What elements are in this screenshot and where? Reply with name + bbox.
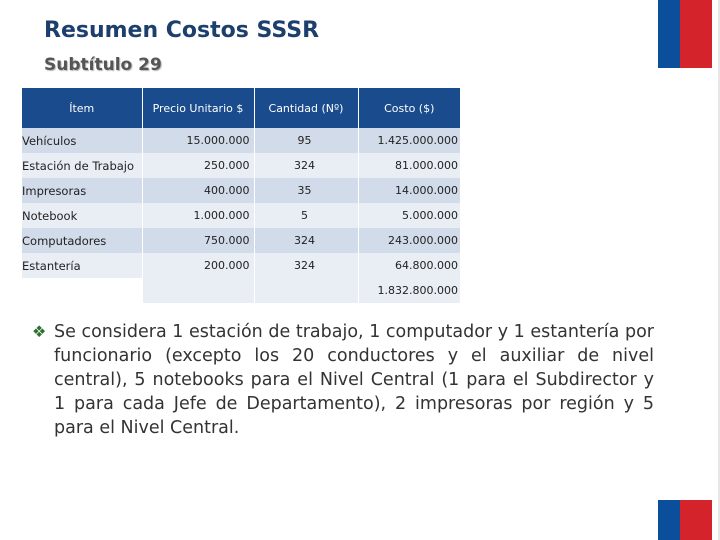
cell-quantity: 324 [254, 253, 358, 278]
cell-unit-price: 250.000 [142, 153, 254, 178]
cell-total-cost: 1.832.800.000 [358, 278, 460, 303]
cell-cost: 81.000.000 [358, 153, 460, 178]
header-unit-price: Precio Unitario $ [142, 88, 254, 128]
cell-item: Estación de Trabajo [22, 153, 142, 178]
flag-red-stripe [680, 500, 712, 540]
table-row [22, 228, 460, 253]
cell-unit-price: 400.000 [142, 178, 254, 203]
table-row [22, 128, 460, 153]
cell-quantity: 95 [254, 128, 358, 153]
cell-total-empty [254, 278, 358, 303]
bullet-paragraph [32, 320, 654, 440]
cell-quantity: 324 [254, 228, 358, 253]
cell-item: Notebook [22, 203, 142, 228]
bullet-text: Se considera 1 estación de trabajo, 1 computador y 1 estantería por funcionario (excepto los 20 conductores y el auxiliar de nivel central), 5 notebooks para el Nivel Central (1 para el Subdirector y 1 para cada Jefe de Departamento), 2 impresoras por región y 5 para el Nivel Central. [54, 322, 654, 438]
table-row [22, 153, 460, 178]
cell-total-empty [22, 278, 142, 303]
header-cost: Costo ($) [358, 88, 460, 128]
cell-cost: 64.800.000 [358, 253, 460, 278]
cell-quantity: 35 [254, 178, 358, 203]
cell-cost: 5.000.000 [358, 203, 460, 228]
flag-red-stripe [680, 0, 712, 68]
cell-quantity: 324 [254, 153, 358, 178]
cell-quantity: 5 [254, 203, 358, 228]
table-row [22, 253, 460, 278]
cell-item: Vehículos [22, 128, 142, 153]
page-subtitle: Subtítulo 29 [44, 55, 162, 75]
cell-cost: 1.425.000.000 [358, 128, 460, 153]
cell-cost: 243.000.000 [358, 228, 460, 253]
table-header-row [22, 88, 460, 128]
flag-logo-bottom [658, 500, 712, 540]
cell-unit-price: 15.000.000 [142, 128, 254, 153]
cost-table [22, 88, 460, 303]
cell-item: Computadores [22, 228, 142, 253]
cell-unit-price: 750.000 [142, 228, 254, 253]
flag-blue-stripe [658, 500, 680, 540]
table-total-row [22, 278, 460, 303]
flag-logo-top [658, 0, 712, 68]
flag-blue-stripe [658, 0, 680, 68]
cell-cost: 14.000.000 [358, 178, 460, 203]
cell-unit-price: 200.000 [142, 253, 254, 278]
cell-total-empty [142, 278, 254, 303]
check-diamond-icon: ❖ [32, 322, 47, 341]
cell-unit-price: 1.000.000 [142, 203, 254, 228]
header-quantity: Cantidad (Nº) [254, 88, 358, 128]
page-title: Resumen Costos SSSR [44, 18, 320, 43]
cell-item: Impresoras [22, 178, 142, 203]
table-row [22, 203, 460, 228]
header-item: Ítem [22, 88, 142, 128]
cell-item: Estantería [22, 253, 142, 278]
table-row [22, 178, 460, 203]
